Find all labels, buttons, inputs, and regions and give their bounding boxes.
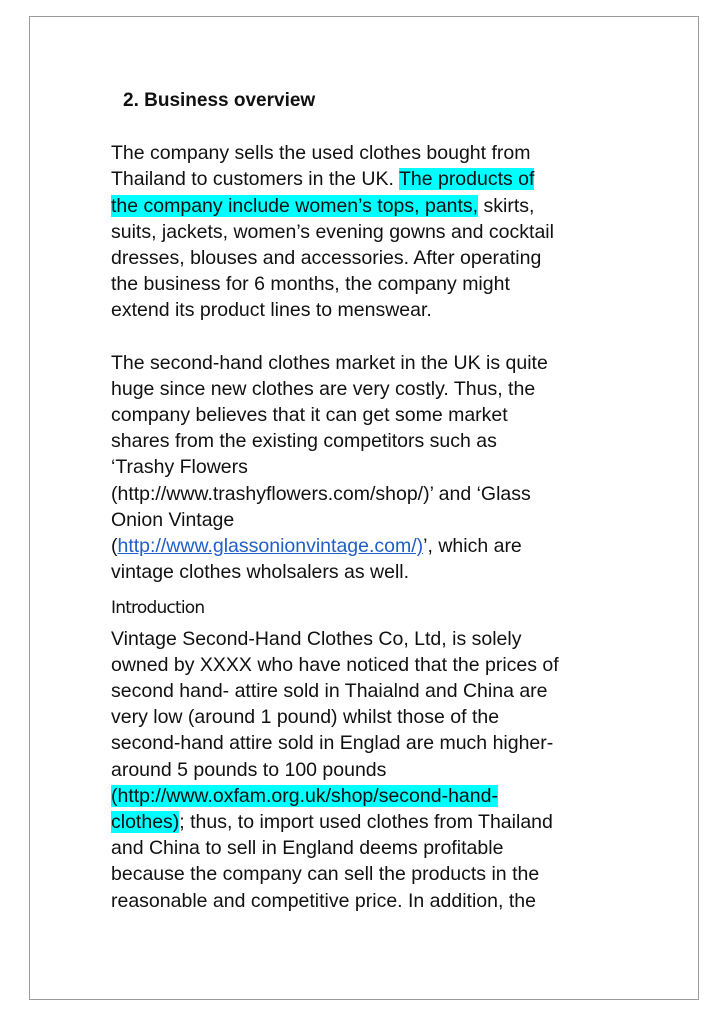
text-segment: ’, which are (423, 535, 522, 558)
text-line: very low (around 1 pound) whilst those of the (111, 706, 500, 729)
text-line: ‘Trashy Flowers (111, 456, 248, 479)
text-line: second-hand attire sold in Englad are much higher- (111, 732, 554, 755)
text-line (111, 533, 631, 559)
text-line: second hand- attire sold in Thaialnd and China are (111, 680, 548, 703)
text-line: Onion Vintage (111, 508, 235, 531)
document-body (111, 88, 631, 914)
highlighted-text: (http://www.oxfam.org.uk/shop/second-hand- (111, 784, 498, 807)
section-heading: 2. Business overview (123, 90, 316, 111)
text-line: owned by XXXX who have noticed that the prices of (111, 653, 559, 676)
highlighted-text: clothes) (111, 811, 180, 834)
text-line (111, 809, 631, 835)
text-segment: ( (111, 535, 118, 558)
paragraph-market (111, 350, 631, 586)
text-line: reasonable and competitive price. In addition, the (111, 889, 536, 912)
paragraph-business-overview (111, 140, 631, 323)
text-line: shares from the existing competitors such as (111, 430, 497, 453)
text-line: the business for 6 months, the company might (111, 273, 510, 296)
highlighted-text: The products of (398, 168, 535, 191)
text-line: extend its product lines to menswear. (111, 299, 432, 322)
text-line (111, 166, 631, 192)
text-line: vintage clothes wholsalers as well. (111, 561, 410, 584)
text-line: suits, jackets, women’s evening gowns and cocktail (111, 220, 554, 243)
text-line: company believes that it can get some market (111, 404, 508, 427)
text-line: because the company can sell the products in the (111, 863, 540, 886)
text-line: around 5 pounds to 100 pounds (111, 758, 387, 781)
text-line: Vintage Second-Hand Clothes Co, Ltd, is solely (111, 627, 522, 650)
text-line: The second-hand clothes market in the UK is quite (111, 351, 548, 374)
text-segment: skirts, (478, 194, 535, 217)
highlighted-text: the company include women’s tops, pants, (111, 194, 479, 217)
text-line (111, 783, 631, 809)
text-line: (http://www.trashyflowers.com/shop/)’ and ‘Glass (111, 482, 531, 505)
introduction-heading: Introduction (111, 598, 205, 619)
text-line: huge since new clothes are very costly. Thus, the (111, 377, 536, 400)
text-line: dresses, blouses and accessories. After operating (111, 247, 542, 270)
text-segment: Thailand to customers in the UK. (111, 168, 399, 191)
text-line: The company sells the used clothes bought from (111, 142, 531, 165)
paragraph-gap (111, 324, 631, 350)
text-line: and China to sell in England deems profitable (111, 837, 504, 860)
text-line (111, 193, 631, 219)
text-segment: ; thus, to import used clothes from Thailand (179, 811, 553, 834)
glassonion-link[interactable]: http://www.glassonionvintage.com/) (117, 535, 424, 558)
paragraph-introduction (111, 626, 631, 914)
